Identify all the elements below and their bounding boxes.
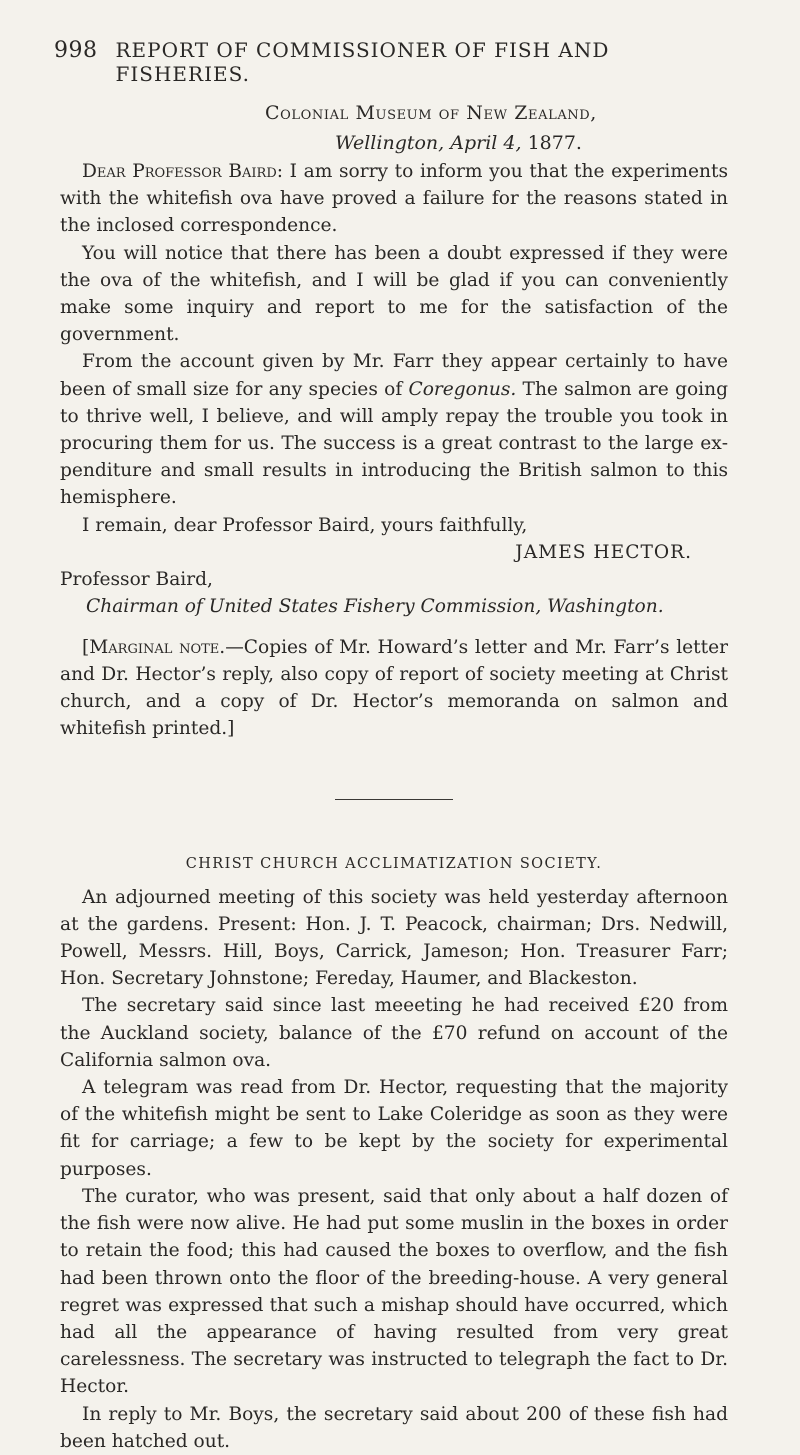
section-paragraph: The secretary said since last meeeting he had received £20 from the Auckland society, balance of the £70 refund on account of the California salmon ova. <box>60 995 728 1071</box>
marginal-note-text: —Copies of Mr. Howard’s letter and Mr. Farr’s letter and Dr. Hector’s reply, also copy of report of society meeting at Christ church, and a copy of Dr. Hector’s memoranda on salmon and whitefish printed.] <box>60 636 728 740</box>
marginal-note-label: [Marginal note. <box>82 636 226 658</box>
date-line <box>335 128 728 158</box>
running-header <box>54 38 728 86</box>
letter-closing: I remain, dear Professor Baird, yours faithfully, <box>82 514 528 536</box>
institution-line: Colonial Museum of New Zealand, <box>265 102 597 124</box>
addressee-title-text: Chairman of United States Fishery Commission, <box>86 595 542 617</box>
genus-name: Coregonus. <box>408 378 517 400</box>
date-place: Wellington, April 4, <box>335 132 522 154</box>
section-paragraph: An adjourned meeting of this society was held yesterday afternoon at the gardens. Present: Hon. J. T. Peacock, chairman; Drs. Nedwill, Powell, Messrs. Hill, Boys, Carrick, Jameson; Hon. Treasurer Farr; Hon. Secretary Johnstone; Fereday, Haumer, and Blackeston. <box>60 886 728 990</box>
addressee: Professor Baird, <box>60 568 213 590</box>
section-paragraph: A telegram was read from Dr. Hector, requesting that the majority of the whitefish might be sent to Lake Coleridge as soon as they were fit for carriage; a few to be kept by the society for experimental purposes. <box>60 1077 728 1180</box>
section-paragraph: In reply to Mr. Boys, the secretary said about 200 of these fish had been hatched out. <box>60 1403 728 1452</box>
marginal-note <box>60 634 728 743</box>
section-title: CHRIST CHURCH ACCLIMATIZATION SOCIETY. <box>185 855 603 872</box>
running-title: REPORT OF COMMISSIONER OF FISH AND FISHERIES. <box>115 38 610 86</box>
section-divider <box>335 799 453 800</box>
letter-paragraph-genus <box>60 348 728 511</box>
addressee-city: Washington. <box>547 595 664 617</box>
letter-heading <box>265 98 728 158</box>
section-paragraph: The curator, who was present, said that only about a half dozen of the fish were now alive. He had put some muslin in the boxes in order to retain the food; this had caused the boxes to overflow, and the fish had been thrown onto the floor of the breeding-house. A very general regret was expressed that such a mishap should have occurred, which had all the appearance of having resulted from very great carelessness. The secretary was instructed to telegraph the fact to Dr. Hector. <box>60 1185 728 1398</box>
addressee-title <box>86 593 728 620</box>
signature: JAMES HECTOR. <box>515 541 692 563</box>
paragraph-text-b: The salmon are going to thrive well, I believe, and will amply repay the trouble you took in procuring them for us. The success is a great contrast to the large expenditure and small results in introducing the British salmon to this hemisphere. <box>60 378 728 509</box>
paragraph-text-a: From the account given by Mr. Farr they appear certainly to have been of small size for any species of <box>60 351 728 400</box>
letter-paragraph: You will notice that there has been a doubt expressed if they were the ova of the whitefish, and I will be glad if you can conveniently make some inquiry and report to me for the satisfaction of the government. <box>60 242 728 346</box>
page-number: 998 <box>54 38 98 63</box>
salutation-text: : I am sorry to inform you that the experiments with the whitefish ova have proved a failure for the reasons stated in the inclosed correspondence. <box>60 161 728 237</box>
date-year: 1877. <box>527 132 582 154</box>
letter-paragraph-salutation <box>60 158 728 240</box>
salutation-name: Dear Professor Baird <box>82 161 277 182</box>
